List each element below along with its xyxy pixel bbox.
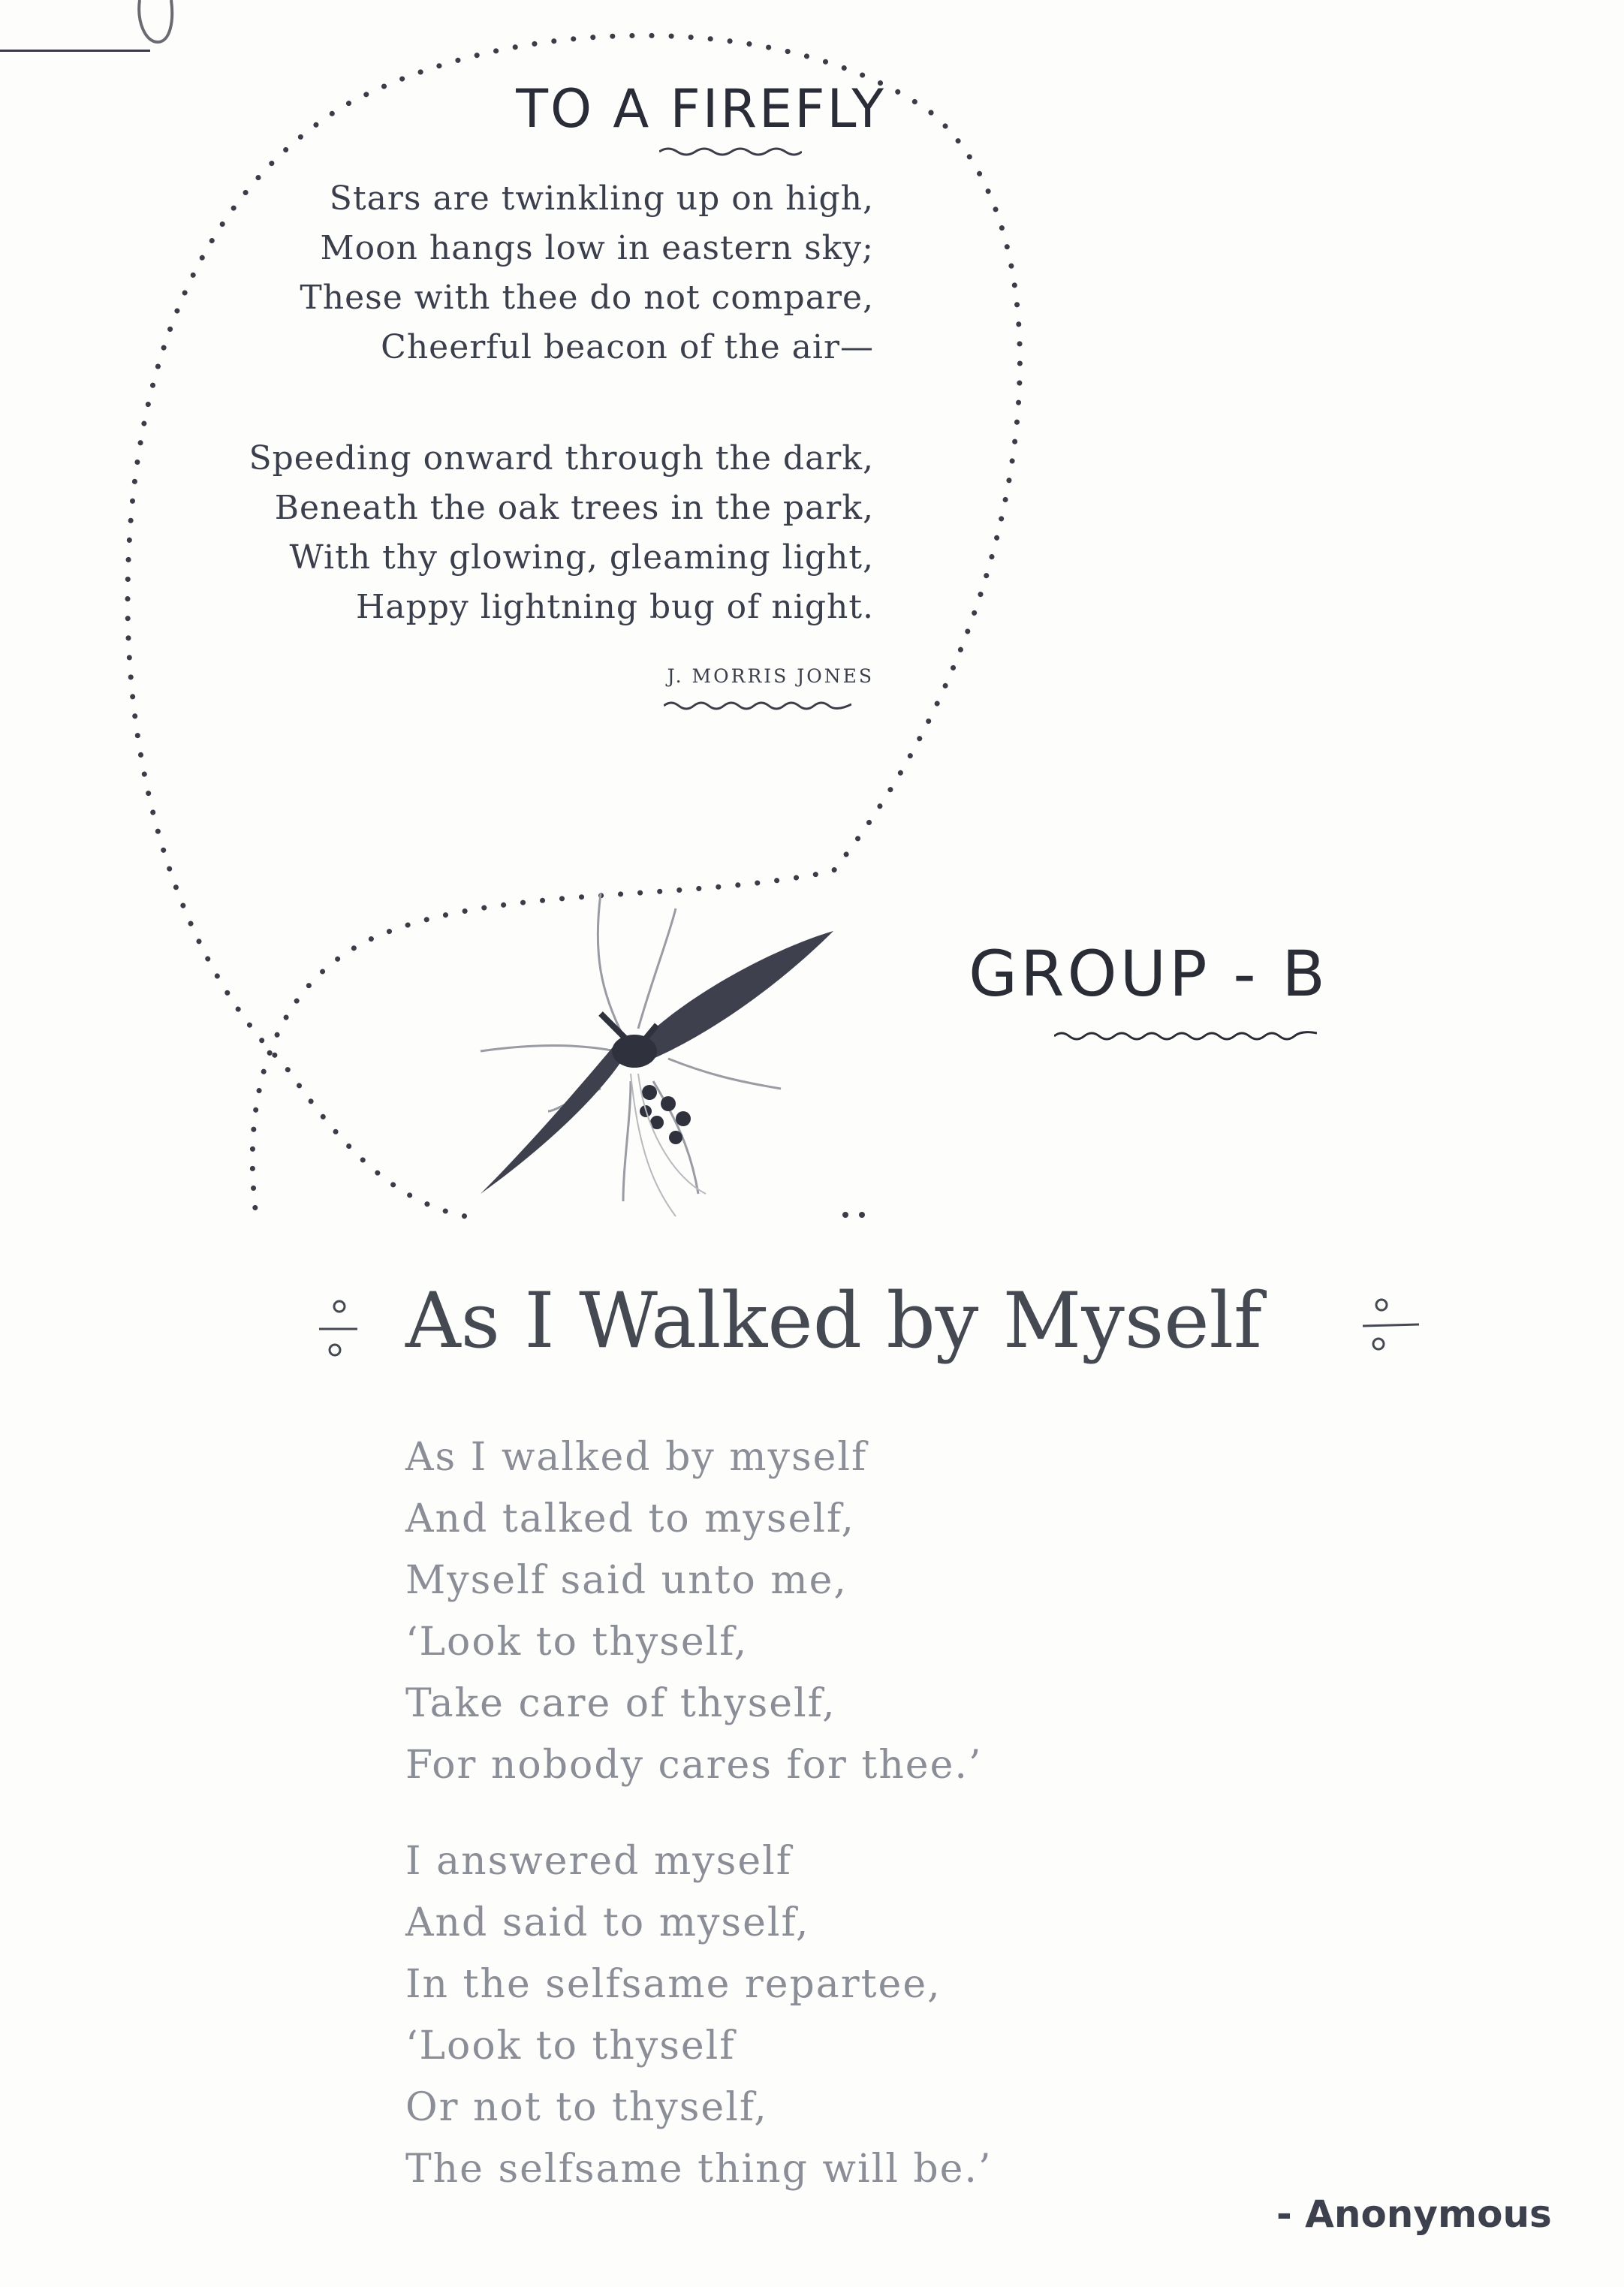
poem-two-stanza [405,1427,982,1796]
poem-line: And said to myself, [405,1900,810,1945]
poem-line: Moon hangs low in eastern sky; [320,229,874,267]
poem-two-stanza [405,1831,993,2200]
group-underline-squiggle [1054,1029,1317,1044]
poem-line: As I walked by myself [405,1435,868,1480]
poem-line: And talked to myself, [405,1496,855,1541]
poem-line: Or not to thyself, [405,2085,768,2130]
title-underline-squiggle [659,143,802,158]
poem-one-stanza [150,174,874,372]
group-label: GROUP - B [969,937,1329,1011]
poem-two-author: - Anonymous [1276,2192,1552,2236]
author-underline-squiggle [664,698,851,713]
poem-line: Cheerful beacon of the air— [381,328,874,366]
poem-line: Happy lightning bug of night. [355,588,874,626]
poem-line: Beneath the oak trees in the park, [274,489,874,527]
poem-line: Take care of thyself, [405,1681,836,1726]
poem-line: ‘Look to thyself, [405,1620,749,1665]
title-ornament-right-icon [1359,1296,1427,1356]
poem-one-author: J. MORRIS JONES [667,665,874,687]
poem-line: In the selfsame repartee, [405,1962,942,2007]
title-ornament-left-icon [315,1299,360,1359]
firefly-icon [450,863,871,1239]
poem-one-title: TO A FIREFLY [516,78,886,140]
poem-line: I answered myself [405,1839,792,1884]
poem-line: Myself said unto me, [405,1558,848,1603]
poem-one-stanza [150,434,874,632]
poem-line: These with thee do not compare, [300,279,874,317]
poem-line: Speeding onward through the dark, [249,439,874,478]
poem-two-title: As I Walked by Myself [405,1276,1262,1366]
poem-line: With thy glowing, gleaming light, [289,538,874,577]
poem-line: ‘Look to thyself [405,2023,736,2069]
poem-line: For nobody cares for thee.’ [405,1743,983,1788]
poem-line: Stars are twinkling up on high, [329,179,874,218]
poem-line: The selfsame thing will be.’ [405,2147,993,2192]
